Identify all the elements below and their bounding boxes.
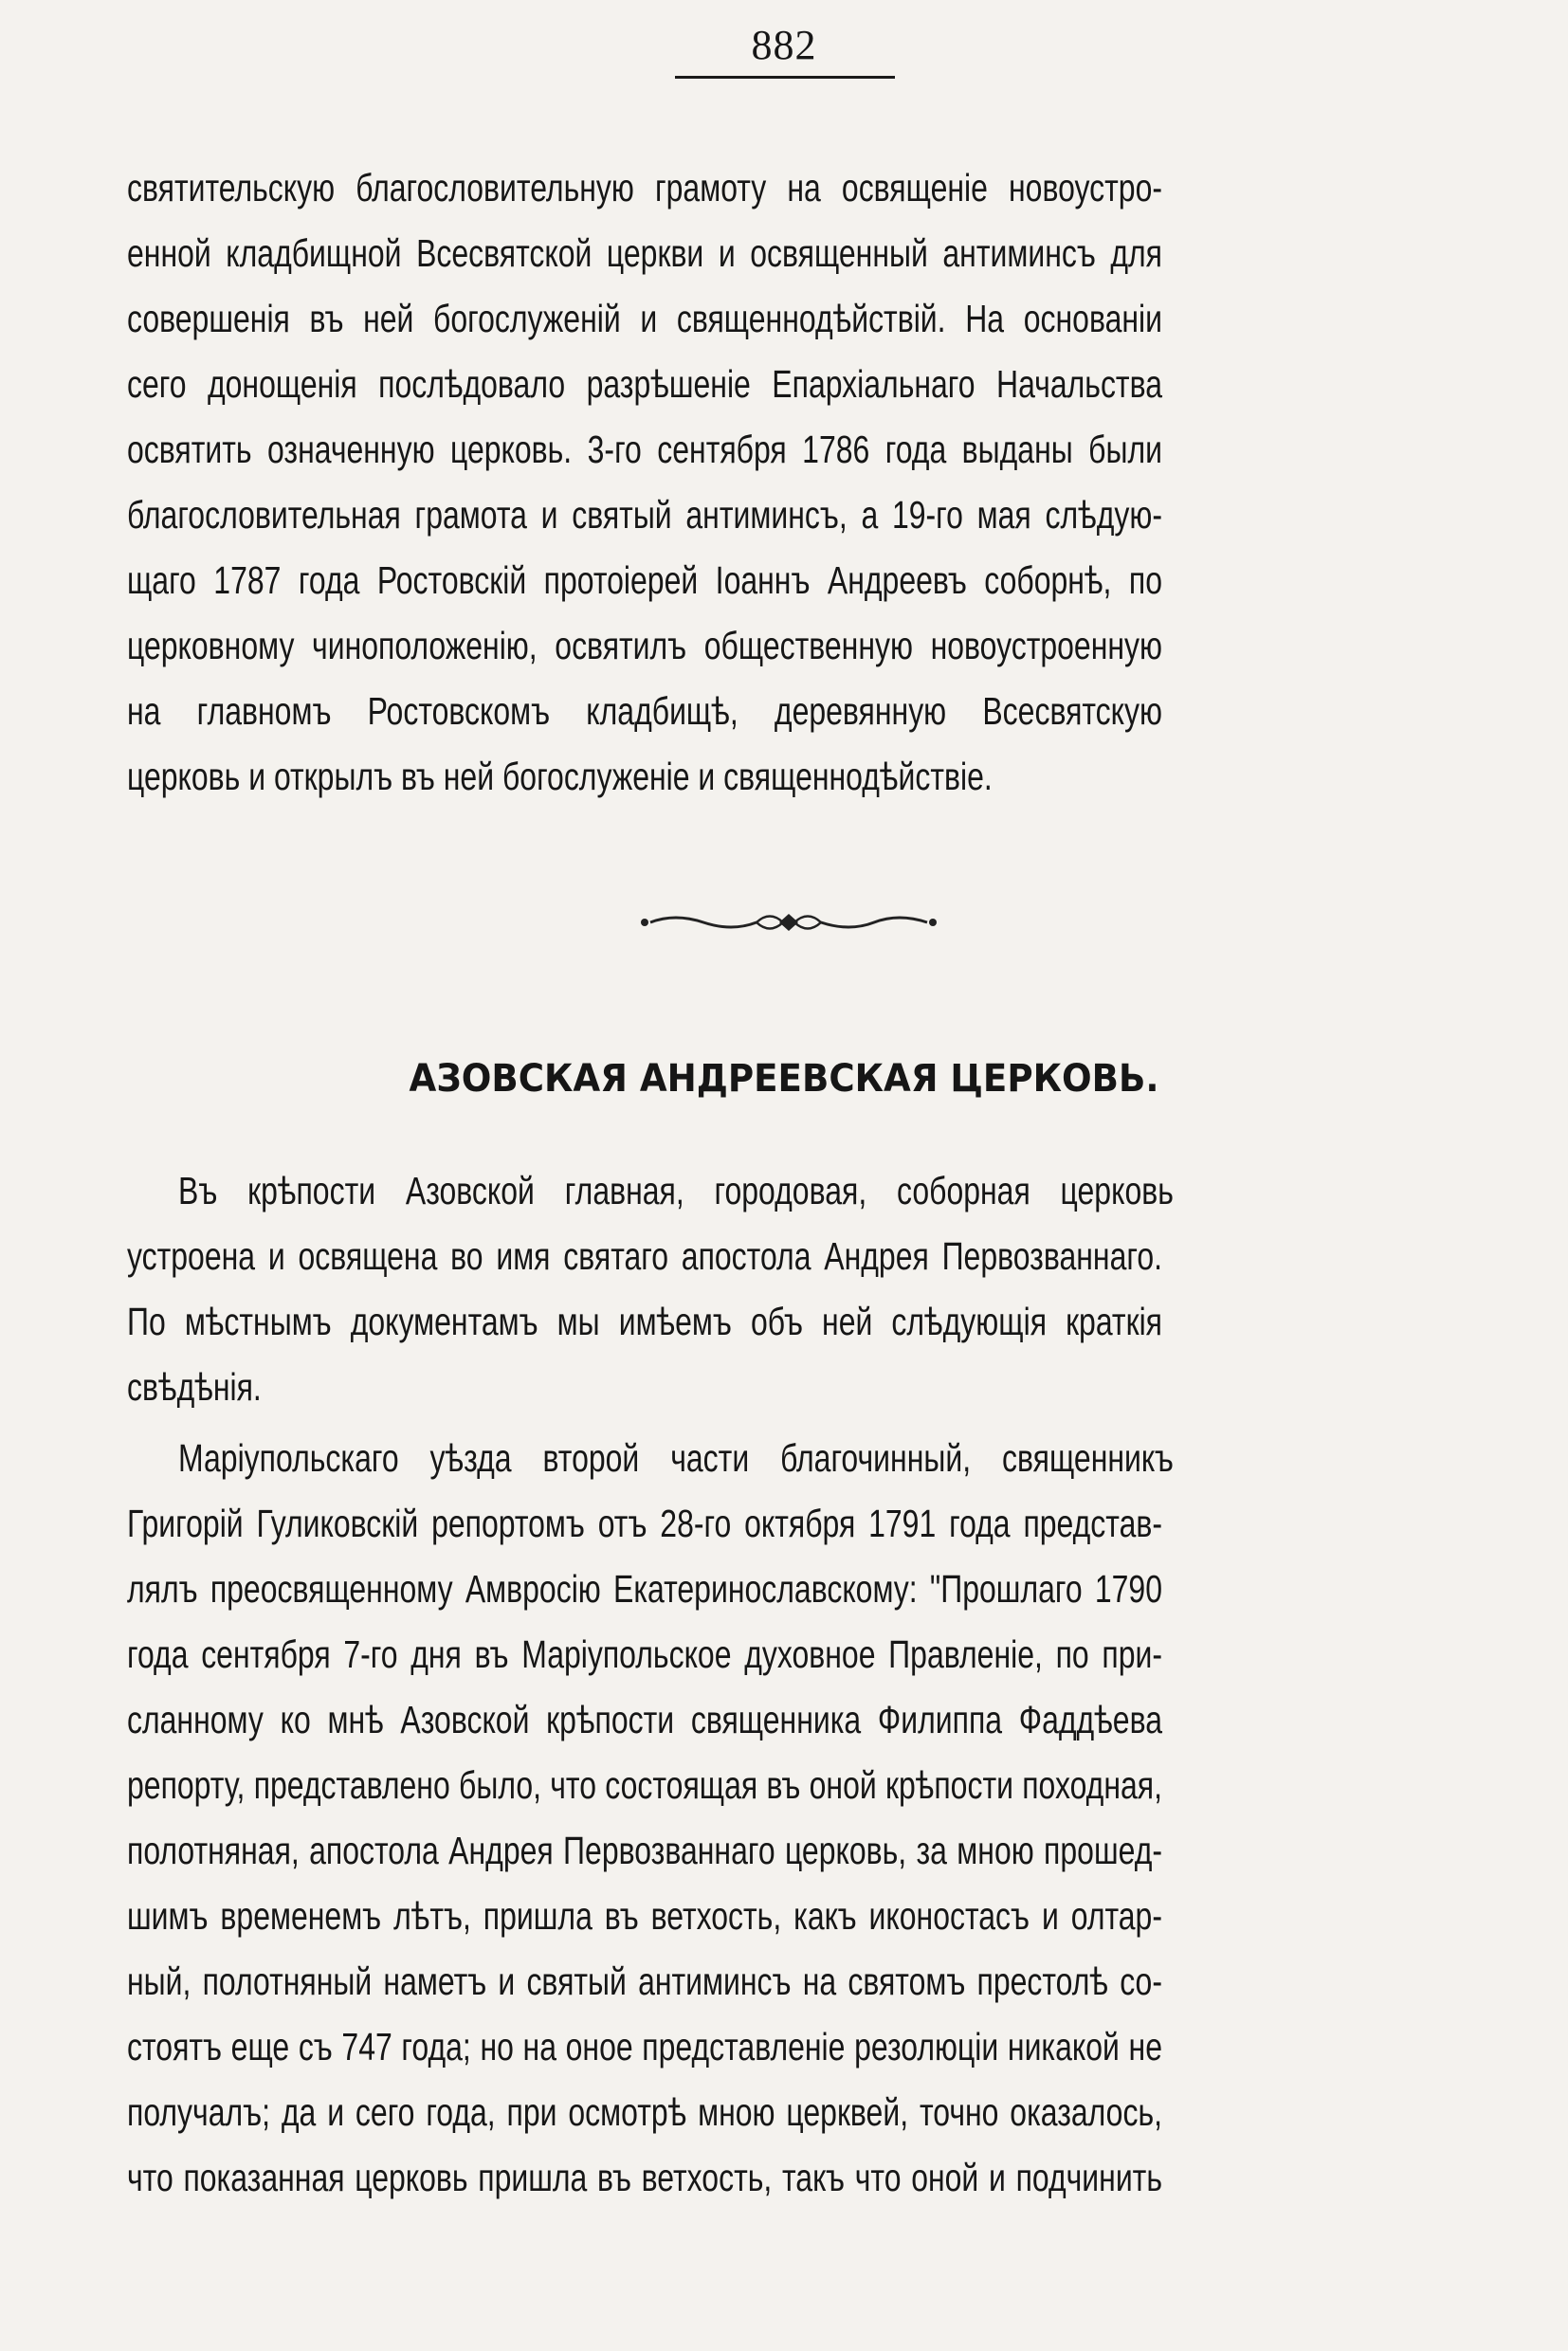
page-number-rule	[675, 76, 895, 79]
page-number: 882	[751, 22, 817, 68]
text-line: щаго 1787 года Ростовскій протоіерей Іоаннъ Андреевъ соборнѣ, по	[127, 558, 1162, 602]
text-line: полотняная, апостола Андрея Первозваннаго церковь, за мною прошед-	[127, 1829, 1162, 1872]
text-line: церковь и открылъ въ ней богослуженіе и священнодѣйствіе.	[127, 755, 993, 798]
text-line: получалъ; да и сего года, при осмотрѣ мною церквей, точно оказалось,	[127, 2090, 1162, 2134]
text-line: освятить означенную церковь. 3-го сентября 1786 года выданы были	[127, 428, 1162, 471]
text-line: сего донощенія послѣдовало разрѣшеніе Епархіальнаго Начальства	[127, 362, 1162, 406]
text-line: благословительная грамота и святый антиминсъ, а 19-го мая слѣдую-	[127, 493, 1162, 537]
text-line: лялъ преосвященному Амвросію Екатеринославскому: "Прошлаго 1790	[127, 1567, 1162, 1611]
text-line: на главномъ Ростовскомъ кладбищѣ, деревянную Всесвятскую	[127, 689, 1162, 733]
text-line: По мѣстнымъ документамъ мы имѣемъ объ ней слѣдующія краткія	[127, 1300, 1162, 1343]
text-line: репорту, представлено было, что состоящая въ оной крѣпости походная,	[127, 1763, 1162, 1807]
text-line: устроена и освящена во имя святаго апостола Андрея Первозваннаго.	[127, 1234, 1162, 1278]
text-line: енной кладбищной Всесвятской церкви и освященный антиминсъ для	[127, 231, 1162, 275]
text-line: совершенія въ ней богослуженій и священнодѣйствій. На основаніи	[127, 297, 1162, 340]
text-line: свѣдѣнія.	[127, 1365, 262, 1409]
section-heading: АЗОВСКАЯ АНДРЕЕВСКАЯ ЦЕРКОВЬ.	[409, 1057, 1159, 1101]
text-line: стоятъ еще съ 747 года; но на оное представленіе резолюціи никакой не	[127, 2025, 1162, 2069]
text-line: сланному ко мнѣ Азовской крѣпости священника Филиппа Фаддѣева	[127, 1698, 1162, 1741]
text-line: что показанная церковь пришла въ ветхость, такъ что оной и подчинить	[127, 2156, 1162, 2199]
text-line: святительскую благословительную грамоту на освященіе новоустро-	[127, 166, 1162, 210]
text-line: Въ крѣпости Азовской главная, городовая, соборная церковь	[178, 1169, 1174, 1212]
ornament-divider	[637, 908, 940, 937]
text-line: шимъ временемъ лѣтъ, пришла въ ветхость, какъ иконостасъ и олтар-	[127, 1894, 1162, 1938]
text-line: Маріупольскаго уѣзда второй части благочинный, священникъ	[178, 1436, 1174, 1480]
text-line: года сентября 7-го дня въ Маріупольское духовное Правленіе, по при-	[127, 1632, 1162, 1676]
text-line: ный, полотняный наметъ и святый антиминсъ на святомъ престолѣ со-	[127, 1959, 1162, 2003]
text-line: церковному чиноположенію, освятилъ общественную новоустроенную	[127, 624, 1162, 667]
text-line: Григорій Гуликовскій репортомъ отъ 28-го октября 1791 года представ-	[127, 1502, 1162, 1545]
